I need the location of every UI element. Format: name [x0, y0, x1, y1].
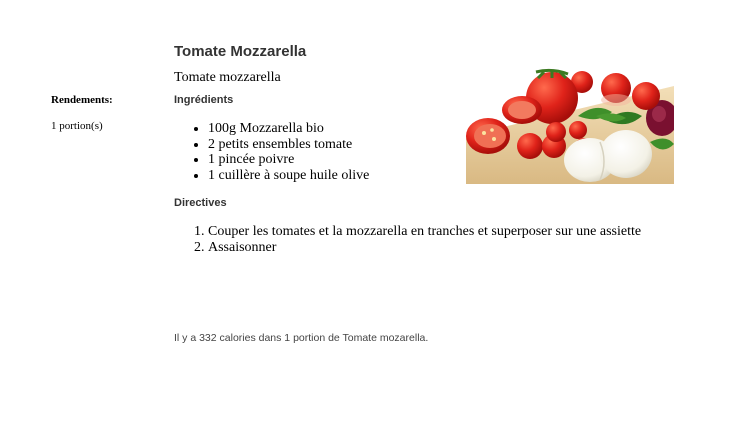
ingredients-list: [186, 121, 369, 183]
direction-step: 2. Assaisonner: [208, 240, 641, 256]
recipe-title: Tomate Mozzarella: [174, 43, 307, 60]
yield-value: 1 portion(s): [51, 120, 103, 132]
calories-note: Il y a 332 calories dans 1 portion de Tomate mozarella.: [174, 332, 429, 344]
ingredients-heading: Ingrédients: [174, 94, 234, 106]
recipe-subtitle: Tomate mozzarella: [174, 70, 281, 85]
directions-heading: Directives: [174, 197, 227, 209]
ingredient-item: • 2 petits ensembles tomate: [208, 137, 369, 153]
tomatoes-and-mozzarella-photo: [466, 66, 674, 184]
ingredient-item: • 1 cuillère à soupe huile olive: [208, 168, 369, 184]
ingredient-item: • 100g Mozzarella bio: [208, 121, 369, 137]
directions-list: [186, 224, 641, 255]
direction-step: 1. Couper les tomates et la mozzarella en tranches et superposer sur une assiette: [208, 224, 641, 240]
ingredient-item: • 1 pincée poivre: [208, 152, 369, 168]
yield-label: Rendements:: [51, 94, 113, 106]
